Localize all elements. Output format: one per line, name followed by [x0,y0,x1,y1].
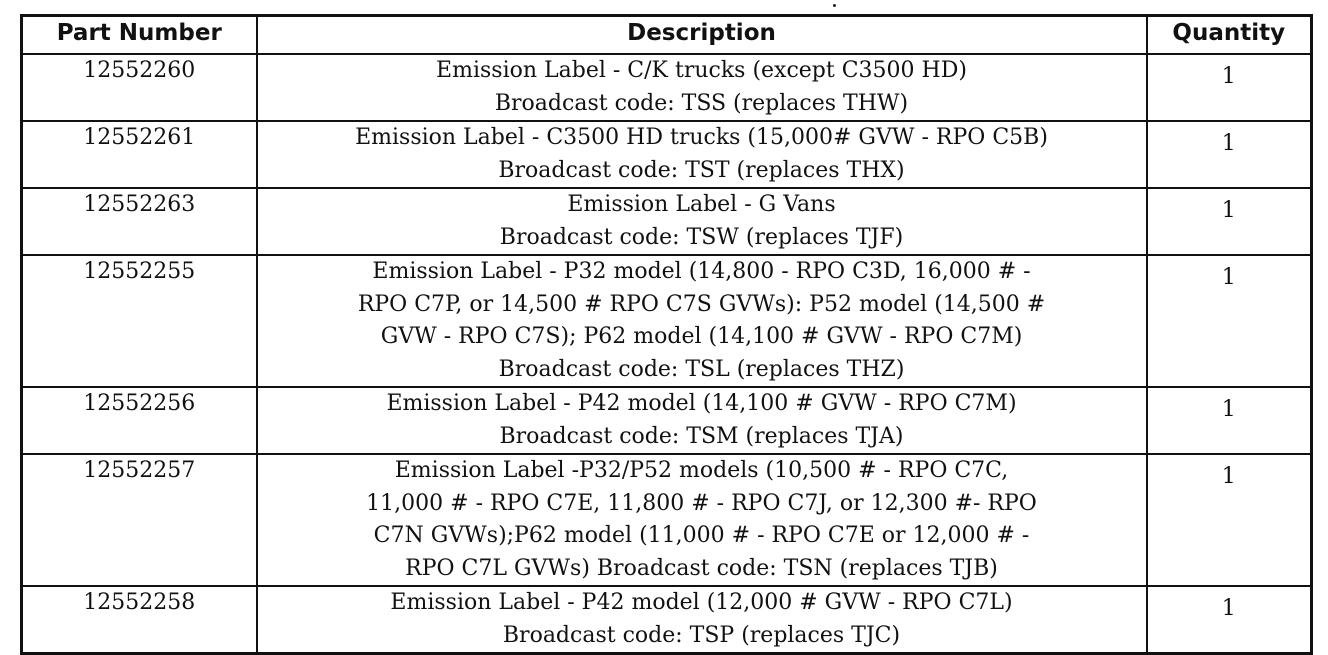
table-row [22,121,1312,188]
description-line: Emission Label -P32/P52 models (10,500 # - RPO C7C, [394,458,1009,483]
table-row [22,255,1312,387]
description-cell [257,586,1147,654]
table-row [22,387,1312,454]
quantity-cell: 1 [1147,255,1312,387]
description-line: Emission Label - C/K trucks (except C3500 HD) [436,58,967,83]
part-number-cell: 12552257 [22,454,257,586]
quantity-cell: 1 [1147,54,1312,121]
quantity-cell: 1 [1147,586,1312,654]
description-line: Broadcast code: TSL (replaces THZ) [498,356,905,382]
header-part-number: Part Number [22,16,257,55]
description-line: 11,000 # - RPO C7E, 11,800 # - RPO C7J, or 12,300 #- RPO [366,490,1037,516]
table-row [22,188,1312,255]
description-cell [257,387,1147,454]
description-line: GVW - RPO C7S); P62 model (14,100 # GVW - RPO C7M) [380,324,1023,349]
description-line: RPO C7L GVWs) Broadcast code: TSN (replaces TJB) [405,555,998,581]
description-line: Broadcast code: TSS (replaces THW) [494,90,909,116]
part-number-cell: 12552256 [22,387,257,454]
header-description: Description [257,16,1147,55]
description-line: Broadcast code: TSW (replaces TJF) [499,224,904,250]
description-line: Emission Label - C3500 HD trucks (15,000# GVW - RPO C5B) [355,125,1048,150]
description-line: Broadcast code: TST (replaces THX) [498,157,905,183]
description-cell [257,255,1147,387]
part-number-cell: 12552263 [22,188,257,255]
description-cell [257,121,1147,188]
stray-dot [833,4,836,7]
quantity-cell: 1 [1147,188,1312,255]
quantity-cell: 1 [1147,387,1312,454]
description-line: RPO C7P, or 14,500 # RPO C7S GVWs): P52 model (14,500 # [357,291,1046,317]
description-cell [257,454,1147,586]
part-number-cell: 12552260 [22,54,257,121]
table-row [22,586,1312,654]
part-number-cell: 12552255 [22,255,257,387]
parts-table [20,14,1313,655]
table-row [22,54,1312,121]
table-row [22,454,1312,586]
description-line: Emission Label - G Vans [567,192,836,217]
description-line: C7N GVWs);P62 model (11,000 # - RPO C7E or 12,000 # - [373,523,1030,548]
header-quantity: Quantity [1147,16,1312,55]
quantity-cell: 1 [1147,454,1312,586]
description-line: Emission Label - P32 model (14,800 - RPO C3D, 16,000 # - [372,259,1031,284]
part-number-cell: 12552261 [22,121,257,188]
description-cell [257,54,1147,121]
description-line: Broadcast code: TSP (replaces TJC) [502,622,901,648]
description-line: Broadcast code: TSM (replaces TJA) [499,423,904,449]
header-row [22,16,1312,55]
description-line: Emission Label - P42 model (12,000 # GVW - RPO C7L) [390,590,1013,615]
part-number-cell: 12552258 [22,586,257,654]
description-cell [257,188,1147,255]
description-line: Emission Label - P42 model (14,100 # GVW - RPO C7M) [386,391,1017,416]
quantity-cell: 1 [1147,121,1312,188]
